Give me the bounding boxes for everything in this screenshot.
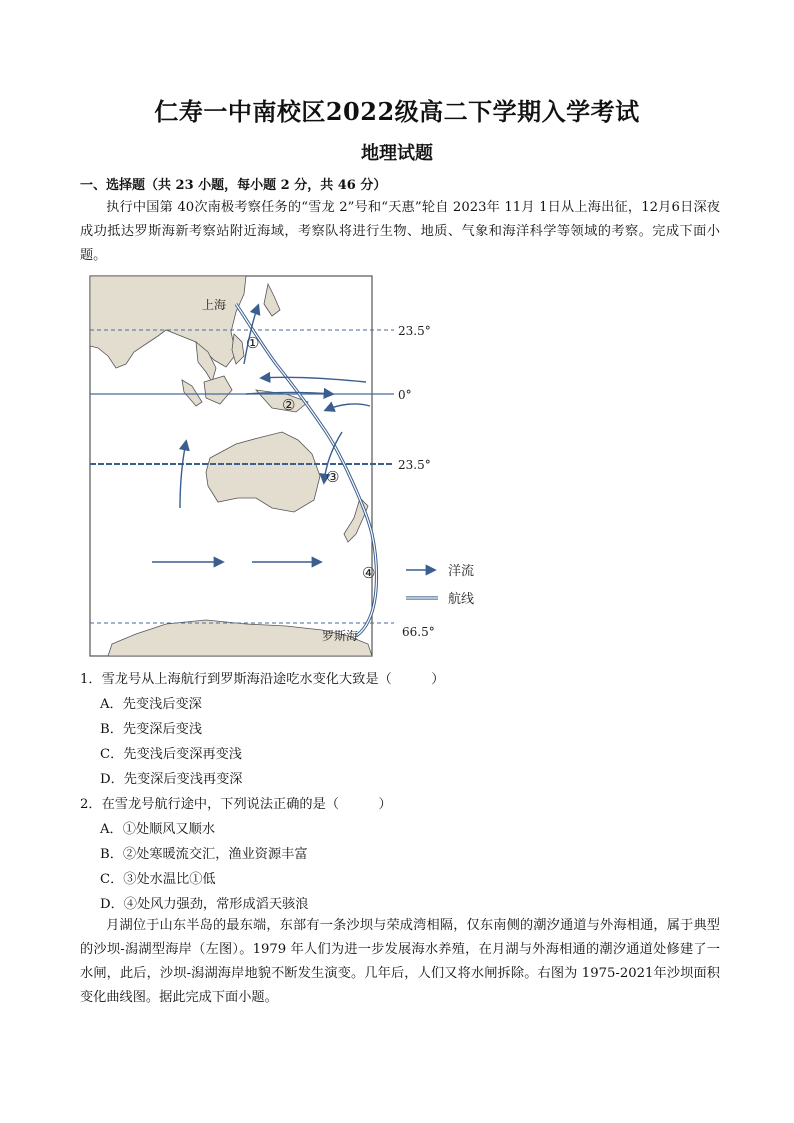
marker-4: ④: [362, 564, 376, 582]
question-2-stem: 2．在雪龙号航行途中，下列说法正确的是（ ）: [80, 797, 392, 812]
question-1-option-c[interactable]: C．先变浅后变深再变浅: [100, 747, 242, 762]
exam-title: 仁寿一中南校区2022级高二下学期入学考试: [154, 97, 640, 126]
question-1-option-d[interactable]: D．先变深后变浅再变深: [100, 772, 243, 787]
passage-1: [80, 196, 720, 268]
legend-current-label: 洋流: [448, 564, 475, 579]
legend-route-label: 航线: [448, 592, 475, 607]
question-2-option-a[interactable]: A．①处顺风又顺水: [100, 822, 216, 837]
label-shanghai: 上海: [202, 298, 227, 312]
passage-2: [80, 914, 720, 1010]
question-1-option-b[interactable]: B．先变深后变浅: [100, 722, 203, 737]
route-map: [86, 272, 486, 662]
section-heading: 一、选择题（共 23 小题，每小题 2 分，共 46 分）: [80, 178, 387, 193]
passage-1-text: 执行中国第 40次南极考察任务的“雪龙 2”号和“天惠”轮自 2023年 11月 1日从上海出征，12月6日深夜成功抵达罗斯海新考察站附近海域，考察队将进行生物、地质、气象和海洋科学等领域的考察。完成下面小题。: [80, 200, 720, 263]
label-ross-sea: 罗斯海: [322, 629, 359, 643]
map-legend: [406, 563, 474, 607]
question-2-option-c[interactable]: C．③处水温比①低: [100, 872, 216, 887]
marker-2: ②: [282, 396, 296, 414]
lat-label-0: 0°: [398, 388, 412, 402]
question-2-option-b[interactable]: B．②处寒暖流交汇，渔业资源丰富: [100, 847, 308, 862]
marker-3: ③: [326, 468, 340, 486]
question-2-option-d[interactable]: D．④处风力强劲，常形成滔天骇浪: [100, 897, 309, 912]
question-1-stem: 1．雪龙号从上海航行到罗斯海沿途吃水变化大致是（ ）: [80, 672, 445, 687]
lat-label-23n: 23.5°: [398, 324, 431, 338]
question-1-option-a[interactable]: A．先变浅后变深: [100, 697, 202, 712]
lat-label-66s: 66.5°: [402, 625, 435, 639]
exam-subtitle: 地理试题: [361, 143, 433, 164]
marker-1: ①: [246, 334, 260, 352]
passage-2-text: 月湖位于山东半岛的最东端，东部有一条沙坝与荣成湾相隔，仅东南侧的潮汐通道与外海相通，属于典型的沙坝-潟湖型海岸（左图）。1979 年人们为进一步发展海水养殖，在月湖与外海相通的潮汐通道处修建了一水闸，此后，沙坝-潟湖海岸地貌不断发生演变。几年后，人们又将水闸拆除。右图为 1975-2021年沙坝面积变化曲线图。据此完成下面小题。: [80, 918, 720, 1005]
lat-label-23s: 23.5°: [398, 458, 431, 472]
